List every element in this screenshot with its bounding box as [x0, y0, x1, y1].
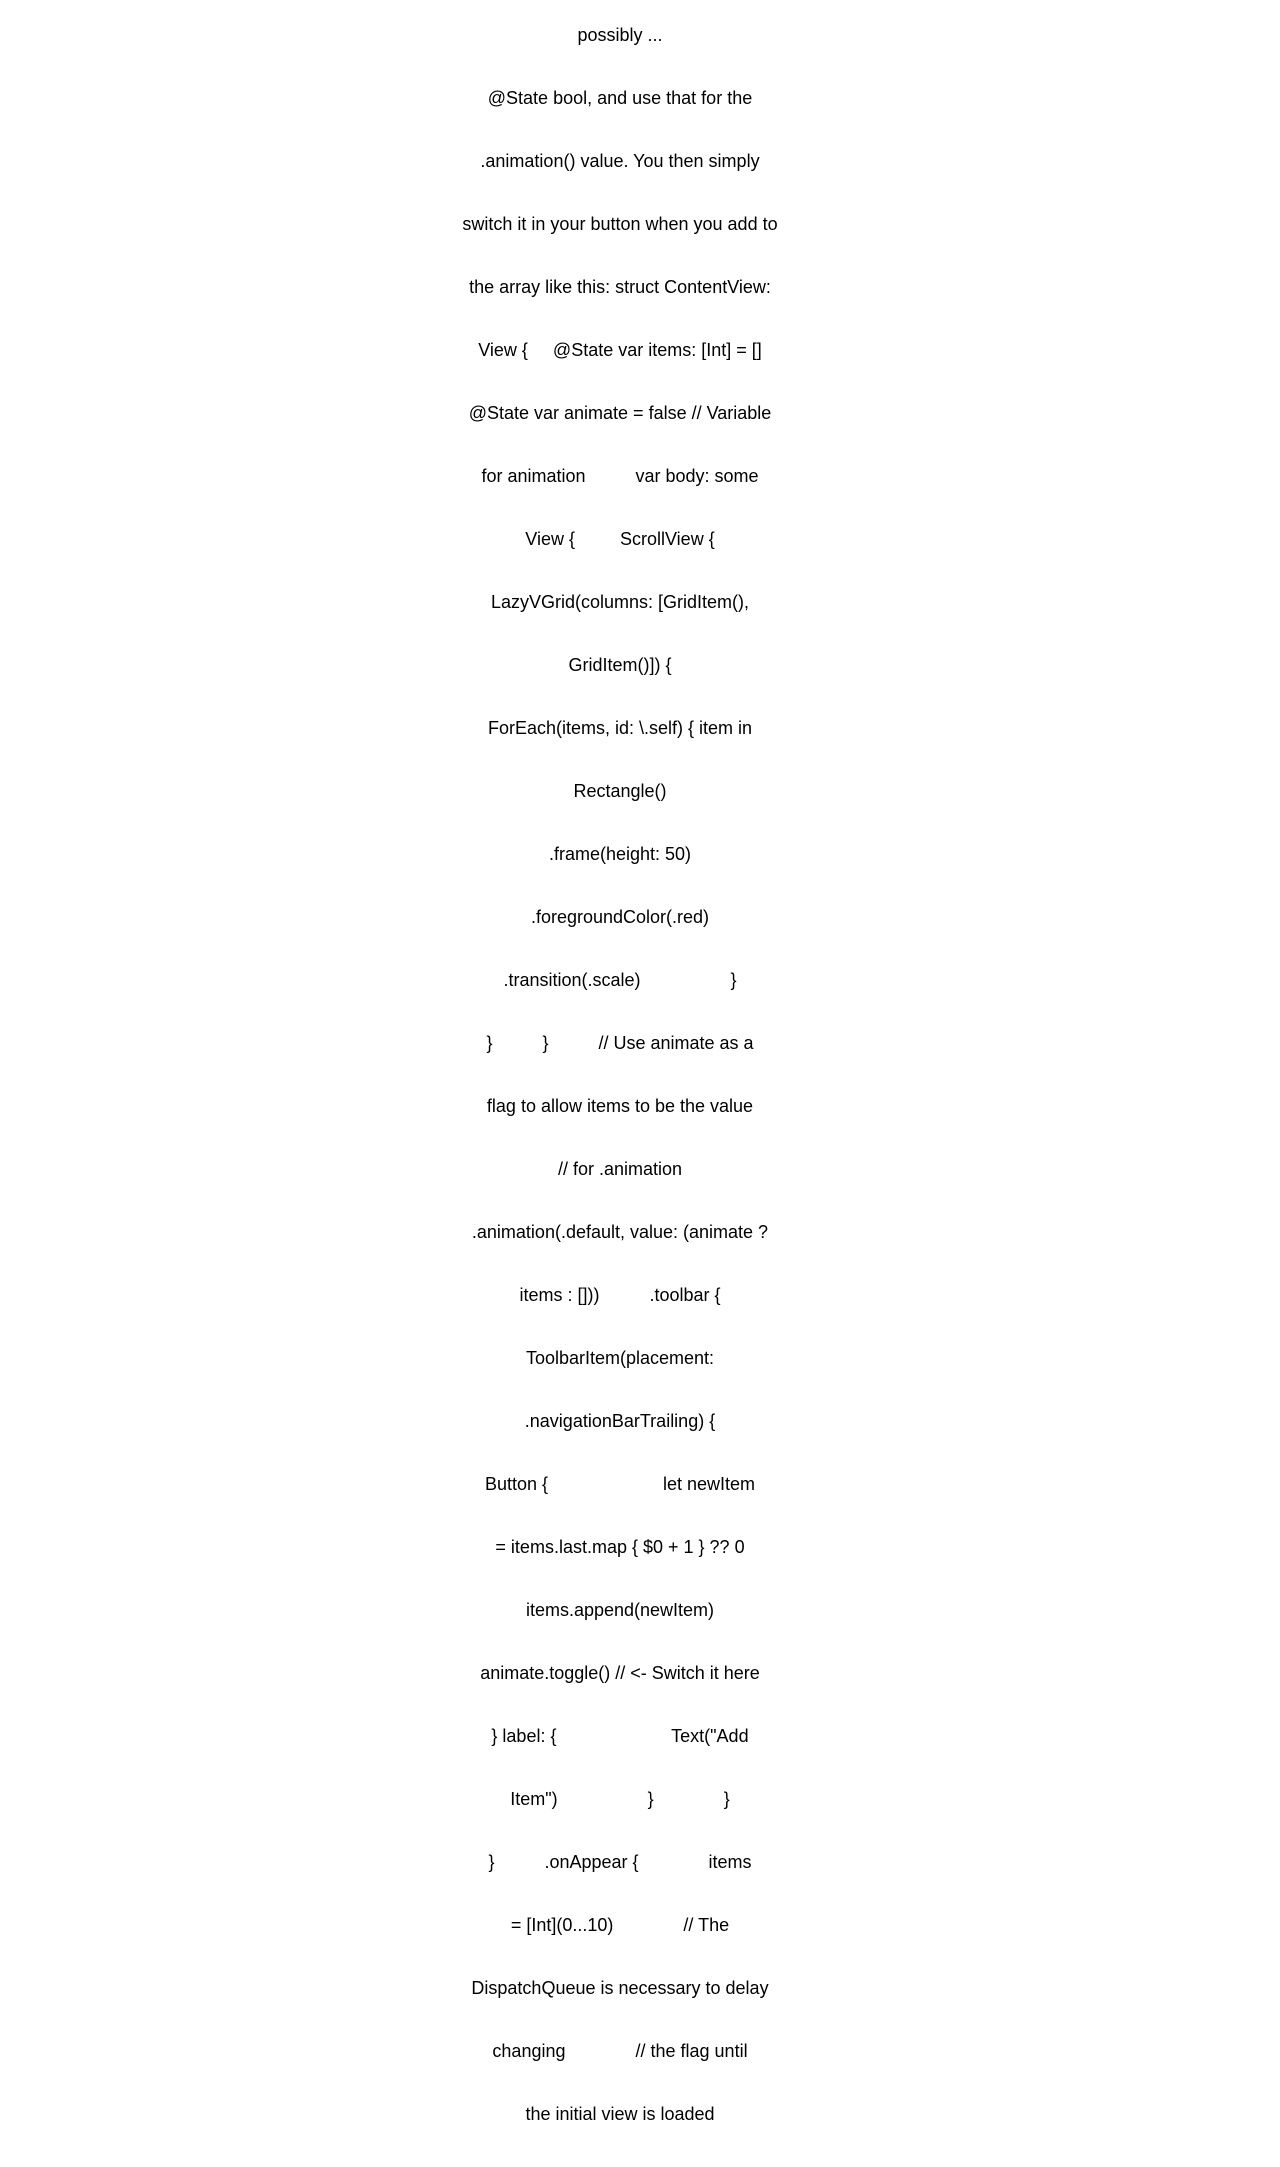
text-line: ToolbarItem(placement:	[525, 1348, 715, 1368]
answer-text-body	[440, 0, 800, 2124]
text-line: } .onAppear { items	[488, 1852, 752, 1872]
text-line: items : [])) .toolbar {	[519, 1285, 721, 1305]
text-line: .foregroundColor(.red)	[530, 907, 710, 927]
text-line: } label: { Text("Add	[491, 1726, 749, 1746]
text-line: = items.last.map { $0 + 1 } ?? 0	[495, 1537, 745, 1557]
text-line: switch it in your button when you add to	[462, 214, 778, 234]
text-line: // for .animation	[557, 1159, 683, 1179]
text-line: @State bool, and use that for the	[487, 88, 753, 108]
text-line: .frame(height: 50)	[548, 844, 692, 864]
text-line: Button { let newItem	[484, 1474, 756, 1494]
text-line: the initial view is loaded	[525, 2104, 715, 2124]
text-line: Rectangle()	[573, 781, 667, 801]
text-line: = [Int](0...10) // The	[510, 1915, 730, 1935]
text-line: the array like this: struct ContentView:	[469, 277, 771, 297]
text-line: animate.toggle() // <- Switch it here	[480, 1663, 760, 1683]
text-line: .navigationBarTrailing) {	[524, 1411, 716, 1431]
text-line: .transition(.scale) }	[503, 970, 737, 990]
text-line: LazyVGrid(columns: [GridItem(),	[490, 592, 750, 612]
text-line: Item") } }	[510, 1789, 730, 1809]
text-line: View { @State var items: [Int] = []	[478, 340, 762, 360]
text-line: DispatchQueue is necessary to delay	[471, 1978, 769, 1998]
text-line: .animation(.default, value: (animate ?	[471, 1222, 769, 1242]
text-line: flag to allow items to be the value	[486, 1096, 754, 1116]
text-line: .animation() value. You then simply	[480, 151, 760, 171]
text-line: ForEach(items, id: \.self) { item in	[487, 718, 753, 738]
text-line: for animation var body: some	[481, 466, 759, 486]
text-line: changing // the flag until	[492, 2041, 748, 2061]
text-line: View { ScrollView {	[525, 529, 715, 549]
text-line: possibly ...	[577, 25, 663, 45]
text-line: } } // Use animate as a	[486, 1033, 754, 1053]
text-line: GridItem()]) {	[568, 655, 672, 675]
text-line: @State var animate = false // Variable	[468, 403, 772, 423]
text-line: items.append(newItem)	[525, 1600, 715, 1620]
